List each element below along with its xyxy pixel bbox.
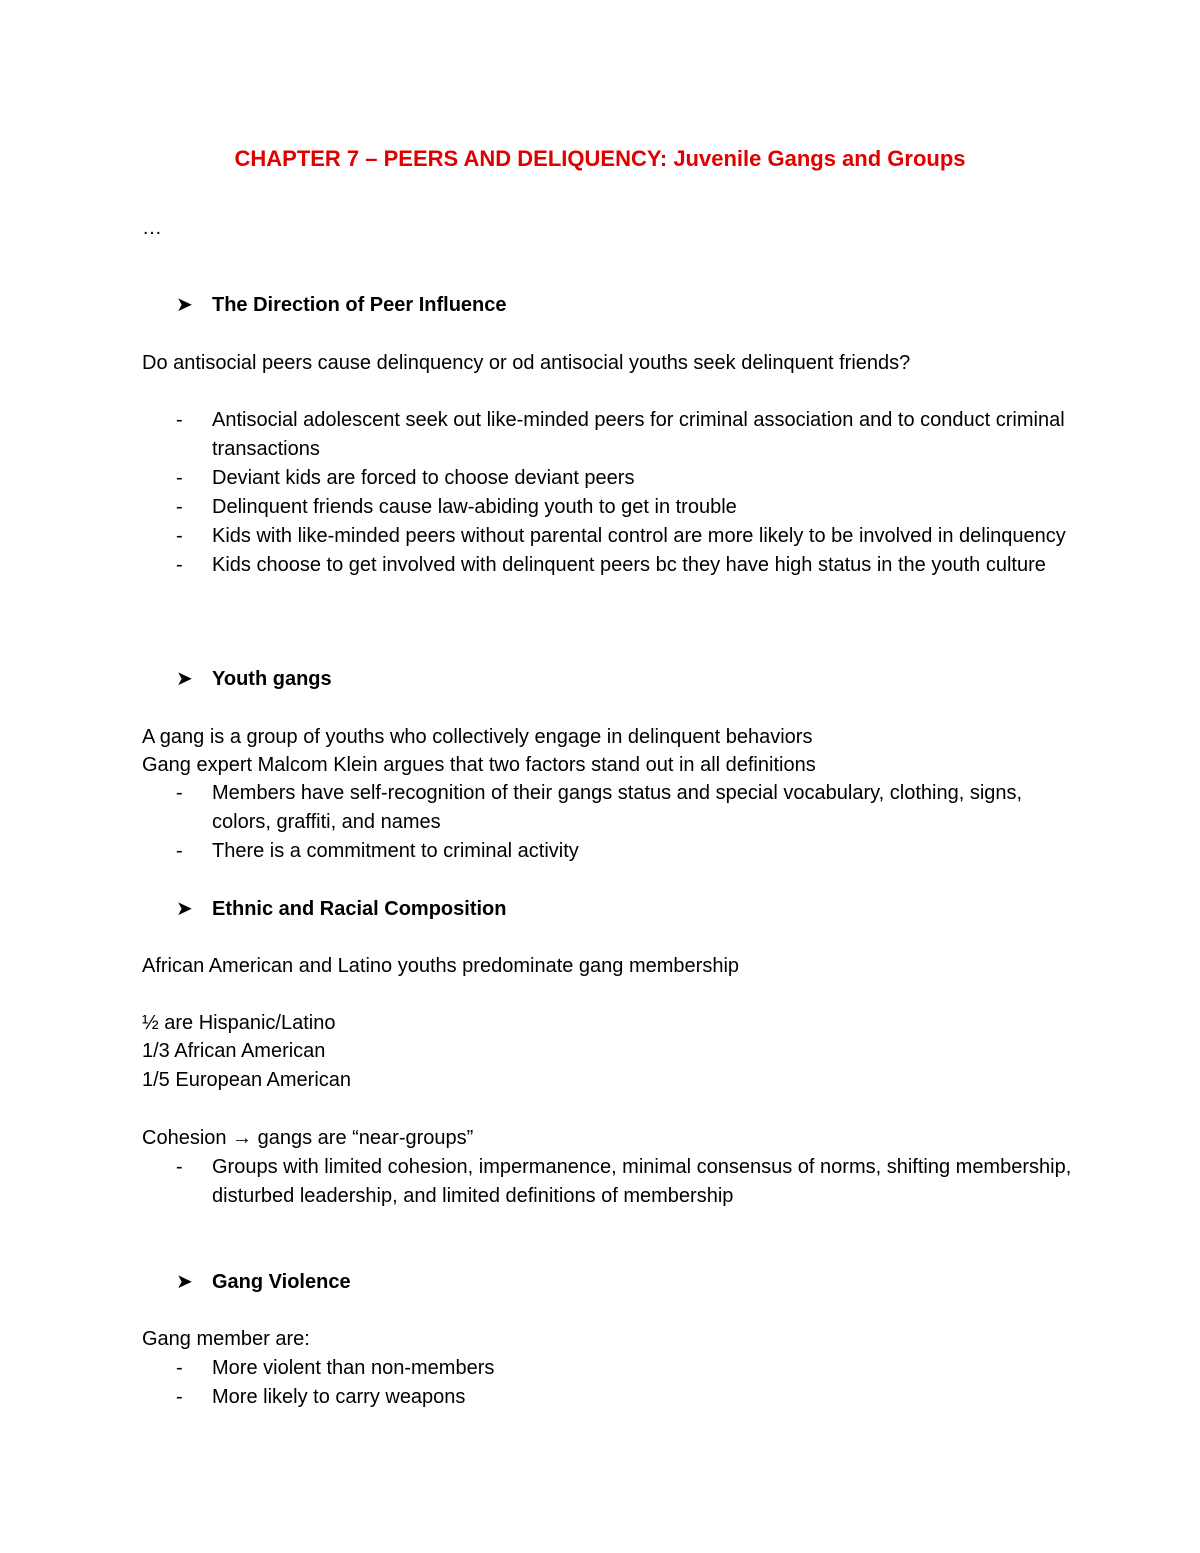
section-heading-gang-violence	[176, 1268, 351, 1296]
list-item	[176, 551, 1076, 580]
section-heading-text: The Direction of Peer Influence	[212, 294, 507, 316]
list-item-text: More violent than non-members	[212, 1357, 495, 1379]
list-item	[176, 1354, 1076, 1383]
paragraph: 1/5 European American	[142, 1069, 352, 1091]
list-item-text: There is a commitment to criminal activity	[212, 840, 579, 862]
list-item	[176, 779, 1076, 837]
bullet-list	[176, 779, 1076, 866]
bullet-list	[176, 1153, 1076, 1211]
list-item-text: Kids with like-minded peers without parental control are more likely to be involved in delinquency	[212, 525, 1066, 547]
section-heading-youth-gangs	[176, 665, 332, 693]
paragraph: African American and Latino youths predominate gang membership	[142, 955, 740, 977]
section-heading-ethnic-composition	[176, 895, 506, 923]
dash-bullet-icon: -	[176, 782, 183, 804]
paragraph: Gang member are:	[142, 1328, 310, 1350]
list-item	[176, 522, 1076, 551]
list-item-text: More likely to carry weapons	[212, 1386, 466, 1408]
dash-bullet-icon: -	[176, 409, 183, 431]
list-item	[176, 837, 1076, 866]
section-heading-text: Gang Violence	[212, 1271, 351, 1293]
dash-bullet-icon: -	[176, 467, 183, 489]
list-item	[176, 493, 1076, 522]
dash-bullet-icon: -	[176, 840, 183, 862]
arrow-bullet-icon: ➤	[176, 668, 193, 690]
list-item-text: Deviant kids are forced to choose deviant peers	[212, 467, 635, 489]
paragraph: 1/3 African American	[142, 1040, 326, 1062]
list-item-text: Members have self-recognition of their gangs status and special vocabulary, clothing, signs, colors, graffiti, and names	[212, 782, 1023, 833]
paragraph: Do antisocial peers cause delinquency or od antisocial youths seek delinquent friends?	[142, 352, 911, 374]
list-item	[176, 1383, 1076, 1412]
arrow-bullet-icon: ➤	[176, 294, 193, 316]
paragraph: A gang is a group of youths who collectively engage in delinquent behaviors	[142, 726, 813, 748]
arrow-bullet-icon: ➤	[176, 1271, 193, 1293]
arrow-bullet-icon: ➤	[176, 898, 193, 920]
bullet-list	[176, 1354, 1076, 1412]
dash-bullet-icon: -	[176, 1386, 183, 1408]
list-item	[176, 406, 1076, 464]
section-heading-peer-influence	[176, 291, 507, 319]
paragraph: ½ are Hispanic/Latino	[142, 1012, 336, 1034]
dash-bullet-icon: -	[176, 525, 183, 547]
paragraph: Gang expert Malcom Klein argues that two factors stand out in all definitions	[142, 754, 816, 776]
section-heading-text: Ethnic and Racial Composition	[212, 898, 507, 920]
dash-bullet-icon: -	[176, 496, 183, 518]
bullet-list	[176, 406, 1076, 580]
list-item	[176, 1153, 1076, 1211]
page-title: CHAPTER 7 – PEERS AND DELIQUENCY: Juvenile Gangs and Groups	[234, 146, 966, 171]
dash-bullet-icon: -	[176, 554, 183, 576]
paragraph: Cohesion → gangs are “near-groups”	[142, 1127, 474, 1149]
dash-bullet-icon: -	[176, 1357, 183, 1379]
list-item-text: Delinquent friends cause law-abiding youth to get in trouble	[212, 496, 737, 518]
list-item-text: Kids choose to get involved with delinquent peers bc they have high status in the youth culture	[212, 554, 1046, 576]
section-heading-text: Youth gangs	[212, 668, 332, 690]
list-item	[176, 464, 1076, 493]
list-item-text: Antisocial adolescent seek out like-minded peers for criminal association and to conduct criminal transactions	[212, 409, 1065, 460]
ellipsis-text: …	[142, 217, 162, 239]
list-item-text: Groups with limited cohesion, impermanence, minimal consensus of norms, shifting membership, disturbed leadership, and limited definitions of membership	[212, 1156, 1072, 1207]
dash-bullet-icon: -	[176, 1156, 183, 1178]
